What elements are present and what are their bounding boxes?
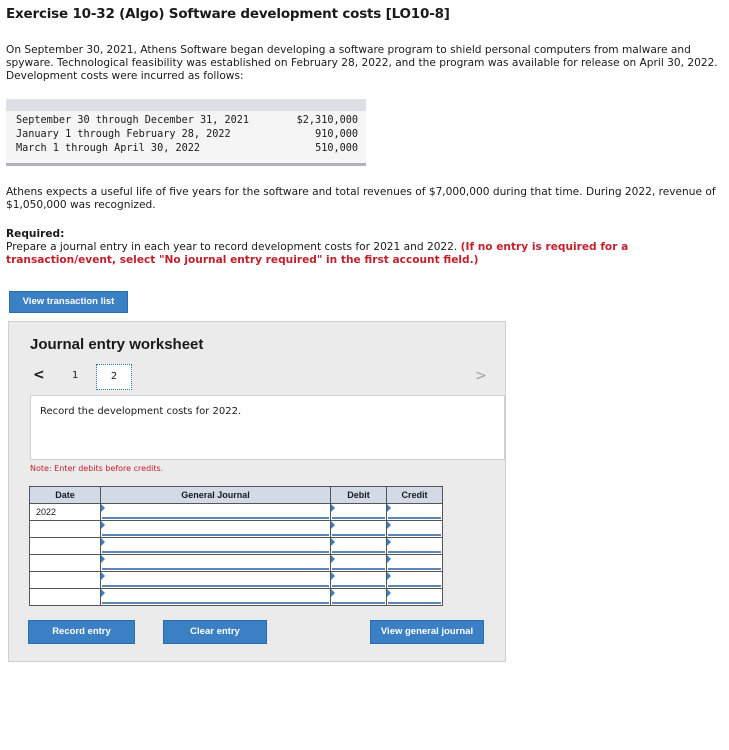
chevron-left-icon[interactable]: < (33, 367, 45, 383)
cost-period: September 30 through December 31, 2021 (16, 115, 250, 126)
account-field[interactable] (101, 504, 331, 521)
cost-row (16, 128, 360, 141)
details-paragraph: Athens expects a useful life of five years for the software and total revenues of $7,000,000 during that time. During 2022, revenue of $1,050,000 was recognized. (6, 186, 716, 211)
debit-field[interactable] (331, 555, 387, 572)
account-field[interactable] (101, 589, 331, 606)
cost-row (16, 142, 360, 155)
debit-field[interactable] (331, 572, 387, 589)
general-journal-header: General Journal (101, 487, 331, 504)
credit-field[interactable] (387, 504, 443, 521)
view-transaction-list-button[interactable]: View transaction list (9, 291, 128, 313)
account-field[interactable] (101, 521, 331, 538)
table-row (30, 521, 443, 538)
journal-entry-worksheet (8, 321, 506, 662)
required-emphasis: (If no entry is required for a transaction/event, select "No journal entry required" in the first account field.) (6, 241, 629, 266)
credit-field[interactable] (387, 538, 443, 555)
required-heading: Required: (6, 228, 65, 240)
debit-field[interactable] (331, 521, 387, 538)
intro-paragraph: On September 30, 2021, Athens Software began developing a software program to shield personal computers from malware and spyware. Technological feasibility was established on February 28, 2022, and the program was available for release on April 30, 2022. Development costs were incurred as follows: (6, 44, 718, 82)
worksheet-title: Journal entry worksheet (30, 336, 204, 353)
date-cell[interactable] (30, 538, 101, 555)
clear-entry-button[interactable]: Clear entry (163, 620, 267, 644)
view-general-journal-button[interactable]: View general journal (370, 620, 484, 644)
account-field[interactable] (101, 572, 331, 589)
page-tab-1[interactable]: 1 (72, 370, 79, 381)
account-field[interactable] (101, 538, 331, 555)
cost-period: January 1 through February 28, 2022 (16, 129, 231, 140)
debit-field[interactable] (331, 589, 387, 606)
date-cell[interactable]: 2022 (30, 504, 101, 521)
table-row (30, 504, 443, 521)
cost-period: March 1 through April 30, 2022 (16, 143, 201, 154)
table-row (30, 555, 443, 572)
debit-field[interactable] (331, 538, 387, 555)
credit-field[interactable] (387, 589, 443, 606)
date-cell[interactable] (30, 555, 101, 572)
record-entry-button[interactable]: Record entry (28, 620, 135, 644)
table-row (30, 538, 443, 555)
cost-row (16, 114, 360, 127)
journal-table (29, 486, 443, 606)
journal-header-row (30, 487, 443, 504)
instruction-box (30, 395, 505, 460)
page-tab-2[interactable]: 2 (96, 364, 132, 390)
table-row (30, 572, 443, 589)
date-cell[interactable] (30, 589, 101, 606)
debit-field[interactable] (331, 504, 387, 521)
required-text (6, 241, 721, 267)
cost-amount: 510,000 (315, 143, 358, 154)
date-header: Date (30, 487, 101, 504)
instruction-text: Record the development costs for 2022. (40, 406, 242, 417)
cost-amount: 910,000 (315, 129, 358, 140)
date-cell[interactable] (30, 521, 101, 538)
credit-field[interactable] (387, 521, 443, 538)
credit-field[interactable] (387, 572, 443, 589)
development-costs-table (6, 99, 366, 166)
table-row (30, 589, 443, 606)
chevron-right-icon[interactable]: > (475, 368, 487, 384)
required-instruction: Prepare a journal entry in each year to record development costs for 2021 and 2022. (6, 241, 461, 253)
debits-note: Note: Enter debits before credits. (30, 464, 164, 473)
date-cell[interactable] (30, 572, 101, 589)
credit-field[interactable] (387, 555, 443, 572)
exercise-title: Exercise 10-32 (Algo) Software development costs [LO10-8] (6, 6, 450, 22)
account-field[interactable] (101, 555, 331, 572)
debit-header: Debit (331, 487, 387, 504)
credit-header: Credit (387, 487, 443, 504)
cost-amount: $2,310,000 (296, 115, 358, 126)
